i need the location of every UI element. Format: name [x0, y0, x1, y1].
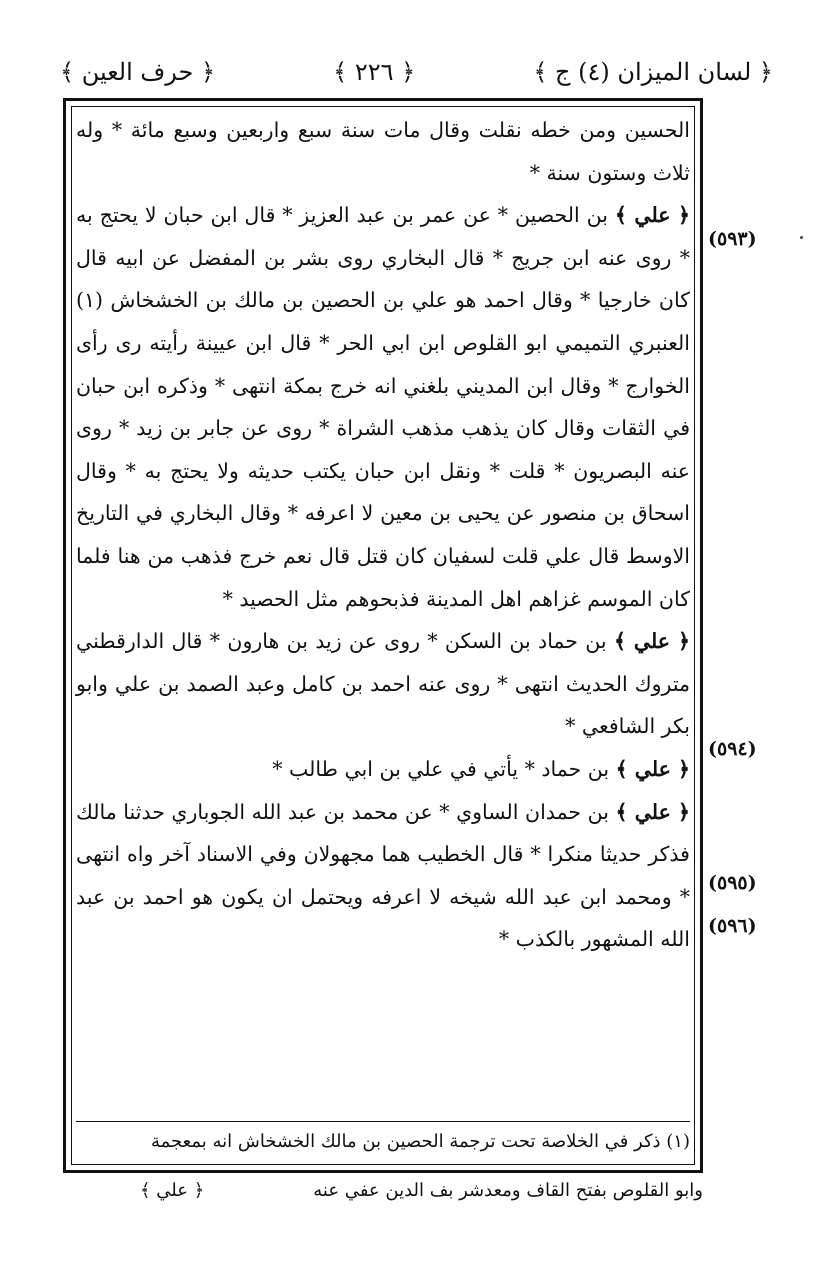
entry-text: الحسين ومن خطه نقلت وقال مات سنة سبع واربعين وسبع مائة * وله ثلاث وستون سنة *: [76, 118, 690, 185]
entry-text: بن حمدان الساوي * عن محمد بن عبد الله الجوباري حدثنا مالك فذكر حديثا منكرا * قال الخطيب هما مجهولان وفي الاسناد آخر واه انتهى * ومحمد ابن عبد الله شيخه لا اعرفه ويحتمل ان يكون هو احمد بن عبد الله المشهور بالكذب *: [76, 799, 690, 952]
entry-text: بن حماد * يأتي في علي بن ابي طالب *: [272, 756, 616, 781]
footnote: (١) ذكر في الخلاصة تحت ترجمة الحصين بن مالك الخشخاش انه بمعجمة: [150, 1131, 690, 1152]
entry-596: [76, 791, 690, 961]
entry-heading: ﴿ علي ﴾: [615, 756, 690, 781]
entry-text: بن الحصين * عن عمر بن عبد العزيز * قال ابن حبان لا يحتج به * روى عنه ابن جريج * قال البخاري روى بشر بن المفضل عن ابيه قال كان خارجيا * وقال احمد هو علي بن الحصين بن مالك بن الخشخاش (١) العنبري التميمي ابو القلوص ابن ابي الحر * قال ابن عيينة رأيته رى رأى الخوارج * وقال ابن المديني بلغني انه خرج بمكة انتهى * وذكره ابن حبان في الثقات وقال كان يذهب مذهب الشراة * روى عن جابر بن زيد * روى عنه البصريون * قلت * ونقل ابن حبان يكتب حديثه ولا يحتج به * وقال اسحاق بن منصور عن يحيى بن معين لا اعرفه * وقال البخاري في التاريخ الاوسط قال علي قلت لسفيان كان قتل قال نعم خرج فذهب من هنا فلما كان الموسم غزاهم اهل المدينة فذبحوهم مثل الحصيد *: [76, 203, 690, 611]
main-text: [76, 109, 690, 961]
entry-595: [76, 748, 690, 791]
catchword: ﴿ علي ﴾: [140, 1180, 205, 1201]
section-title: ﴿ حرف العين ﴾: [60, 58, 216, 86]
entry-heading: ﴿ علي ﴾: [613, 629, 690, 654]
entry-text: بن حماد بن السكن * روى عن زيد بن هارون * قال الدارقطني متروك الحديث انتهى * روى عنه احمد بن كامل وعبد الصمد بن علي وابو بكر الشافعي *: [76, 629, 690, 739]
running-header: [60, 50, 773, 94]
entry-heading: ﴿ علي ﴾: [614, 203, 691, 228]
bottom-line: [140, 1180, 703, 1201]
entry-number-594: (٥٩٤): [708, 738, 757, 760]
entry-593: [76, 194, 690, 620]
text-frame: [63, 98, 703, 1173]
entry-number-595: (٥٩٥): [708, 872, 757, 894]
entry-594: [76, 620, 690, 748]
footnote-divider: [76, 1121, 690, 1122]
ink-speck: [800, 236, 803, 239]
book-title: ﴿ لسان الميزان (٤) ج ﴾: [533, 58, 773, 86]
entry-number-596: (٥٩٦): [708, 915, 757, 937]
entry-number-593: (٥٩٣): [708, 228, 757, 250]
entry-continuation: [76, 109, 690, 194]
entry-heading: ﴿ علي ﴾: [615, 799, 690, 824]
footnote-continuation: وابو القلوص بفتح القاف ومعدشر بف الدين عفي عنه: [313, 1180, 703, 1201]
page-number: ﴿ ٢٢٦ ﴾: [333, 58, 416, 86]
